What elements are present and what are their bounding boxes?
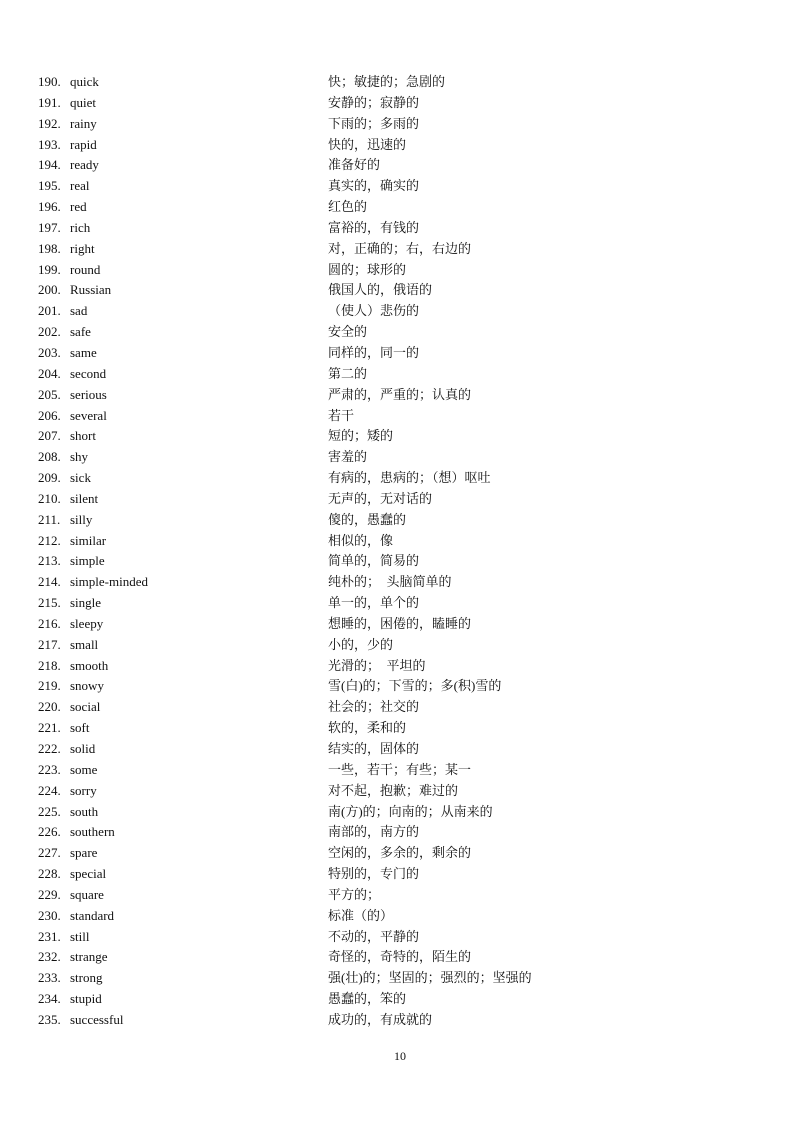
entry-meaning: 小的，少的 — [328, 636, 394, 652]
vocab-entry — [0, 114, 800, 135]
entry-word: sorry — [70, 782, 97, 798]
entry-number: 197. — [38, 219, 61, 235]
entry-meaning: 无声的，无对话的 — [328, 490, 433, 506]
entry-number: 214. — [38, 574, 61, 590]
entry-word: smooth — [70, 657, 109, 673]
vocab-entry — [0, 864, 800, 885]
entry-word: rich — [70, 219, 91, 235]
entry-meaning: 同样的，同一的 — [328, 344, 420, 360]
vocab-entry — [0, 510, 800, 531]
vocab-entry — [0, 426, 800, 447]
vocab-entry — [0, 489, 800, 510]
entry-word: safe — [70, 324, 91, 340]
entry-number: 232. — [38, 949, 61, 965]
entry-word: rapid — [70, 136, 97, 152]
vocab-entry — [0, 155, 800, 176]
entry-meaning: 圆的；球形的 — [328, 261, 407, 277]
entry-number: 216. — [38, 615, 61, 631]
entry-number: 201. — [38, 303, 61, 319]
entry-number: 226. — [38, 824, 61, 840]
entry-number: 205. — [38, 386, 61, 402]
entry-word: snowy — [70, 678, 104, 694]
entry-meaning: 成功的，有成就的 — [328, 1011, 433, 1027]
entry-number: 194. — [38, 157, 61, 173]
entry-number: 227. — [38, 845, 61, 861]
entry-number: 213. — [38, 553, 61, 569]
entry-number: 218. — [38, 657, 61, 673]
entry-number: 223. — [38, 761, 61, 777]
entry-meaning: 严肃的，严重的；认真的 — [328, 386, 472, 402]
vocab-entry — [0, 93, 800, 114]
entry-word: small — [70, 636, 99, 652]
vocab-entry — [0, 72, 800, 93]
entry-meaning: 强(壮)的；坚固的；强烈的；坚强的 — [328, 970, 532, 986]
vocab-entry — [0, 343, 800, 364]
entry-word: sad — [70, 303, 88, 319]
entry-meaning: 俄国人的，俄语的 — [328, 282, 433, 298]
entry-meaning: 真实的，确实的 — [328, 178, 420, 194]
entry-number: 231. — [38, 928, 61, 944]
entry-meaning: 想睡的，困倦的，瞌睡的 — [328, 615, 472, 631]
entry-number: 212. — [38, 532, 61, 548]
entry-number: 235. — [38, 1011, 61, 1027]
entry-word: serious — [70, 386, 107, 402]
entry-meaning: 短的；矮的 — [328, 428, 394, 444]
vocab-entry — [0, 802, 800, 823]
entry-word: red — [70, 199, 87, 215]
entry-number: 221. — [38, 720, 61, 736]
vocab-entry — [0, 697, 800, 718]
vocab-entry — [0, 197, 800, 218]
entry-meaning: 简单的，简易的 — [328, 553, 420, 569]
vocab-entry — [0, 989, 800, 1010]
entry-number: 209. — [38, 470, 61, 486]
entry-meaning: 特别的，专门的 — [328, 866, 420, 882]
entry-number: 198. — [38, 240, 61, 256]
entry-word: short — [70, 428, 96, 444]
entry-number: 210. — [38, 490, 61, 506]
vocab-entry — [0, 531, 800, 552]
entry-number: 222. — [38, 741, 61, 756]
entry-word: solid — [70, 741, 96, 756]
entry-word: quick — [70, 74, 99, 89]
entry-meaning: 对，正确的；右，右边的 — [328, 240, 472, 256]
entry-word: successful — [70, 1011, 124, 1027]
entry-word: Russian — [70, 282, 112, 298]
entry-meaning: 快；敏捷的；急剧的 — [328, 74, 446, 89]
entry-number: 200. — [38, 282, 61, 298]
entry-word: special — [70, 866, 107, 882]
entry-meaning: 快的，迅速的 — [328, 136, 407, 152]
entry-word: soft — [70, 720, 90, 736]
entry-meaning: 南部的，南方的 — [328, 824, 420, 840]
vocab-entry — [0, 614, 800, 635]
entry-word: round — [70, 261, 101, 277]
entry-number: 219. — [38, 678, 61, 694]
page-number: 10 — [394, 1049, 406, 1063]
entry-word: silent — [70, 490, 99, 506]
vocab-entry — [0, 947, 800, 968]
entry-meaning: 若干 — [328, 407, 355, 423]
entry-word: spare — [70, 845, 98, 861]
vocab-entry — [0, 781, 800, 802]
entry-meaning: （使人）悲伤的 — [328, 303, 420, 319]
entry-meaning: 安全的 — [328, 324, 368, 340]
entry-number: 195. — [38, 178, 61, 194]
vocab-entry — [0, 406, 800, 427]
entry-number: 208. — [38, 449, 61, 465]
entry-meaning: 第二的 — [328, 365, 368, 381]
entry-number: 190. — [38, 74, 61, 89]
entry-word: single — [70, 595, 102, 611]
vocab-entry — [0, 927, 800, 948]
entry-word: several — [70, 407, 107, 423]
entry-meaning: 愚蠢的，笨的 — [328, 991, 407, 1007]
entry-word: ready — [70, 157, 99, 173]
entry-meaning: 光滑的； 平坦的 — [328, 657, 426, 673]
entry-word: strange — [70, 949, 108, 965]
vocab-entry — [0, 135, 800, 156]
entry-number: 193. — [38, 136, 61, 152]
vocab-entry — [0, 906, 800, 927]
entry-meaning: 准备好的 — [328, 157, 381, 173]
entry-number: 204. — [38, 365, 61, 381]
entry-number: 203. — [38, 344, 61, 360]
entry-meaning: 下雨的；多雨的 — [328, 115, 420, 131]
vocab-entry — [0, 468, 800, 489]
entry-number: 211. — [38, 511, 61, 527]
entry-meaning: 软的，柔和的 — [328, 720, 407, 736]
entry-word: square — [70, 886, 104, 902]
entry-word: right — [70, 240, 95, 256]
entry-meaning: 奇怪的，奇特的，陌生的 — [328, 949, 472, 965]
entry-meaning: 相似的，像 — [328, 532, 394, 548]
entry-word: southern — [70, 824, 115, 840]
vocab-entry — [0, 1010, 800, 1031]
entry-word: stupid — [70, 991, 102, 1007]
vocab-entry — [0, 676, 800, 697]
entry-meaning: 南(方)的；向南的；从南来的 — [328, 803, 493, 819]
entry-word: shy — [70, 449, 89, 465]
entry-word: simple-minded — [70, 574, 148, 590]
entry-meaning: 不动的，平静的 — [328, 928, 420, 944]
entry-number: 228. — [38, 866, 61, 882]
entry-meaning: 雪(白)的；下雪的；多(积)雪的 — [328, 678, 502, 694]
vocab-entry — [0, 885, 800, 906]
vocab-entry — [0, 260, 800, 281]
entry-word: sick — [70, 470, 91, 486]
entry-number: 224. — [38, 782, 61, 798]
vocab-entry — [0, 718, 800, 739]
entry-word: strong — [70, 970, 103, 986]
vocabulary-list — [0, 72, 800, 1031]
entry-meaning: 纯朴的； 头脑简单的 — [328, 574, 452, 590]
entry-word: some — [70, 761, 98, 777]
vocab-entry — [0, 760, 800, 781]
entry-meaning: 结实的，固体的 — [328, 741, 420, 756]
entry-number: 192. — [38, 115, 61, 131]
entry-meaning: 有病的，患病的；（想）呕吐 — [328, 470, 491, 486]
entry-number: 233. — [38, 970, 61, 986]
entry-meaning: 傻的，愚蠢的 — [328, 511, 407, 527]
entry-word: sleepy — [70, 615, 104, 631]
entry-word: social — [70, 699, 101, 715]
entry-word: south — [70, 803, 99, 819]
entry-meaning: 社会的；社交的 — [328, 699, 420, 715]
vocab-entry — [0, 280, 800, 301]
entry-number: 199. — [38, 261, 61, 277]
vocab-entry — [0, 322, 800, 343]
entry-number: 207. — [38, 428, 61, 444]
vocab-entry — [0, 176, 800, 197]
entry-word: still — [70, 928, 90, 944]
entry-meaning: 害羞的 — [328, 449, 368, 465]
vocab-entry — [0, 301, 800, 322]
entry-number: 229. — [38, 886, 61, 902]
entry-word: same — [70, 344, 97, 360]
entry-meaning: 单一的，单个的 — [328, 595, 420, 611]
entry-number: 217. — [38, 636, 61, 652]
vocab-entry — [0, 968, 800, 989]
vocab-entry — [0, 218, 800, 239]
entry-word: standard — [70, 907, 115, 923]
entry-word: simple — [70, 553, 105, 569]
entry-number: 230. — [38, 907, 61, 923]
entry-number: 206. — [38, 407, 61, 423]
vocab-entry — [0, 739, 800, 760]
entry-word: similar — [70, 532, 107, 548]
entry-number: 215. — [38, 595, 61, 611]
entry-word: quiet — [70, 94, 96, 110]
vocab-entry — [0, 239, 800, 260]
entry-number: 191. — [38, 94, 61, 110]
entry-number: 225. — [38, 803, 61, 819]
vocab-entry — [0, 551, 800, 572]
vocab-entry — [0, 364, 800, 385]
entry-meaning: 安静的；寂静的 — [328, 94, 420, 110]
entry-meaning: 红色的 — [328, 199, 368, 215]
entry-meaning: 一些，若干；有些；某一 — [328, 761, 472, 777]
entry-meaning: 标准（的） — [328, 907, 394, 923]
entry-number: 196. — [38, 199, 61, 215]
entry-word: real — [70, 178, 90, 194]
entry-number: 220. — [38, 699, 61, 715]
entry-word: rainy — [70, 115, 97, 131]
vocab-entry — [0, 385, 800, 406]
vocab-entry — [0, 822, 800, 843]
vocab-entry — [0, 656, 800, 677]
entry-meaning: 平方的； — [328, 886, 381, 902]
entry-number: 234. — [38, 991, 61, 1007]
entry-number: 202. — [38, 324, 61, 340]
vocab-entry — [0, 447, 800, 468]
entry-word: second — [70, 365, 107, 381]
vocab-entry — [0, 635, 800, 656]
entry-meaning: 对不起，抱歉；难过的 — [328, 782, 459, 798]
entry-meaning: 富裕的，有钱的 — [328, 219, 420, 235]
entry-word: silly — [70, 511, 93, 527]
vocab-entry — [0, 572, 800, 593]
entry-meaning: 空闲的，多余的，剩余的 — [328, 845, 472, 861]
vocab-entry — [0, 593, 800, 614]
vocab-entry — [0, 843, 800, 864]
